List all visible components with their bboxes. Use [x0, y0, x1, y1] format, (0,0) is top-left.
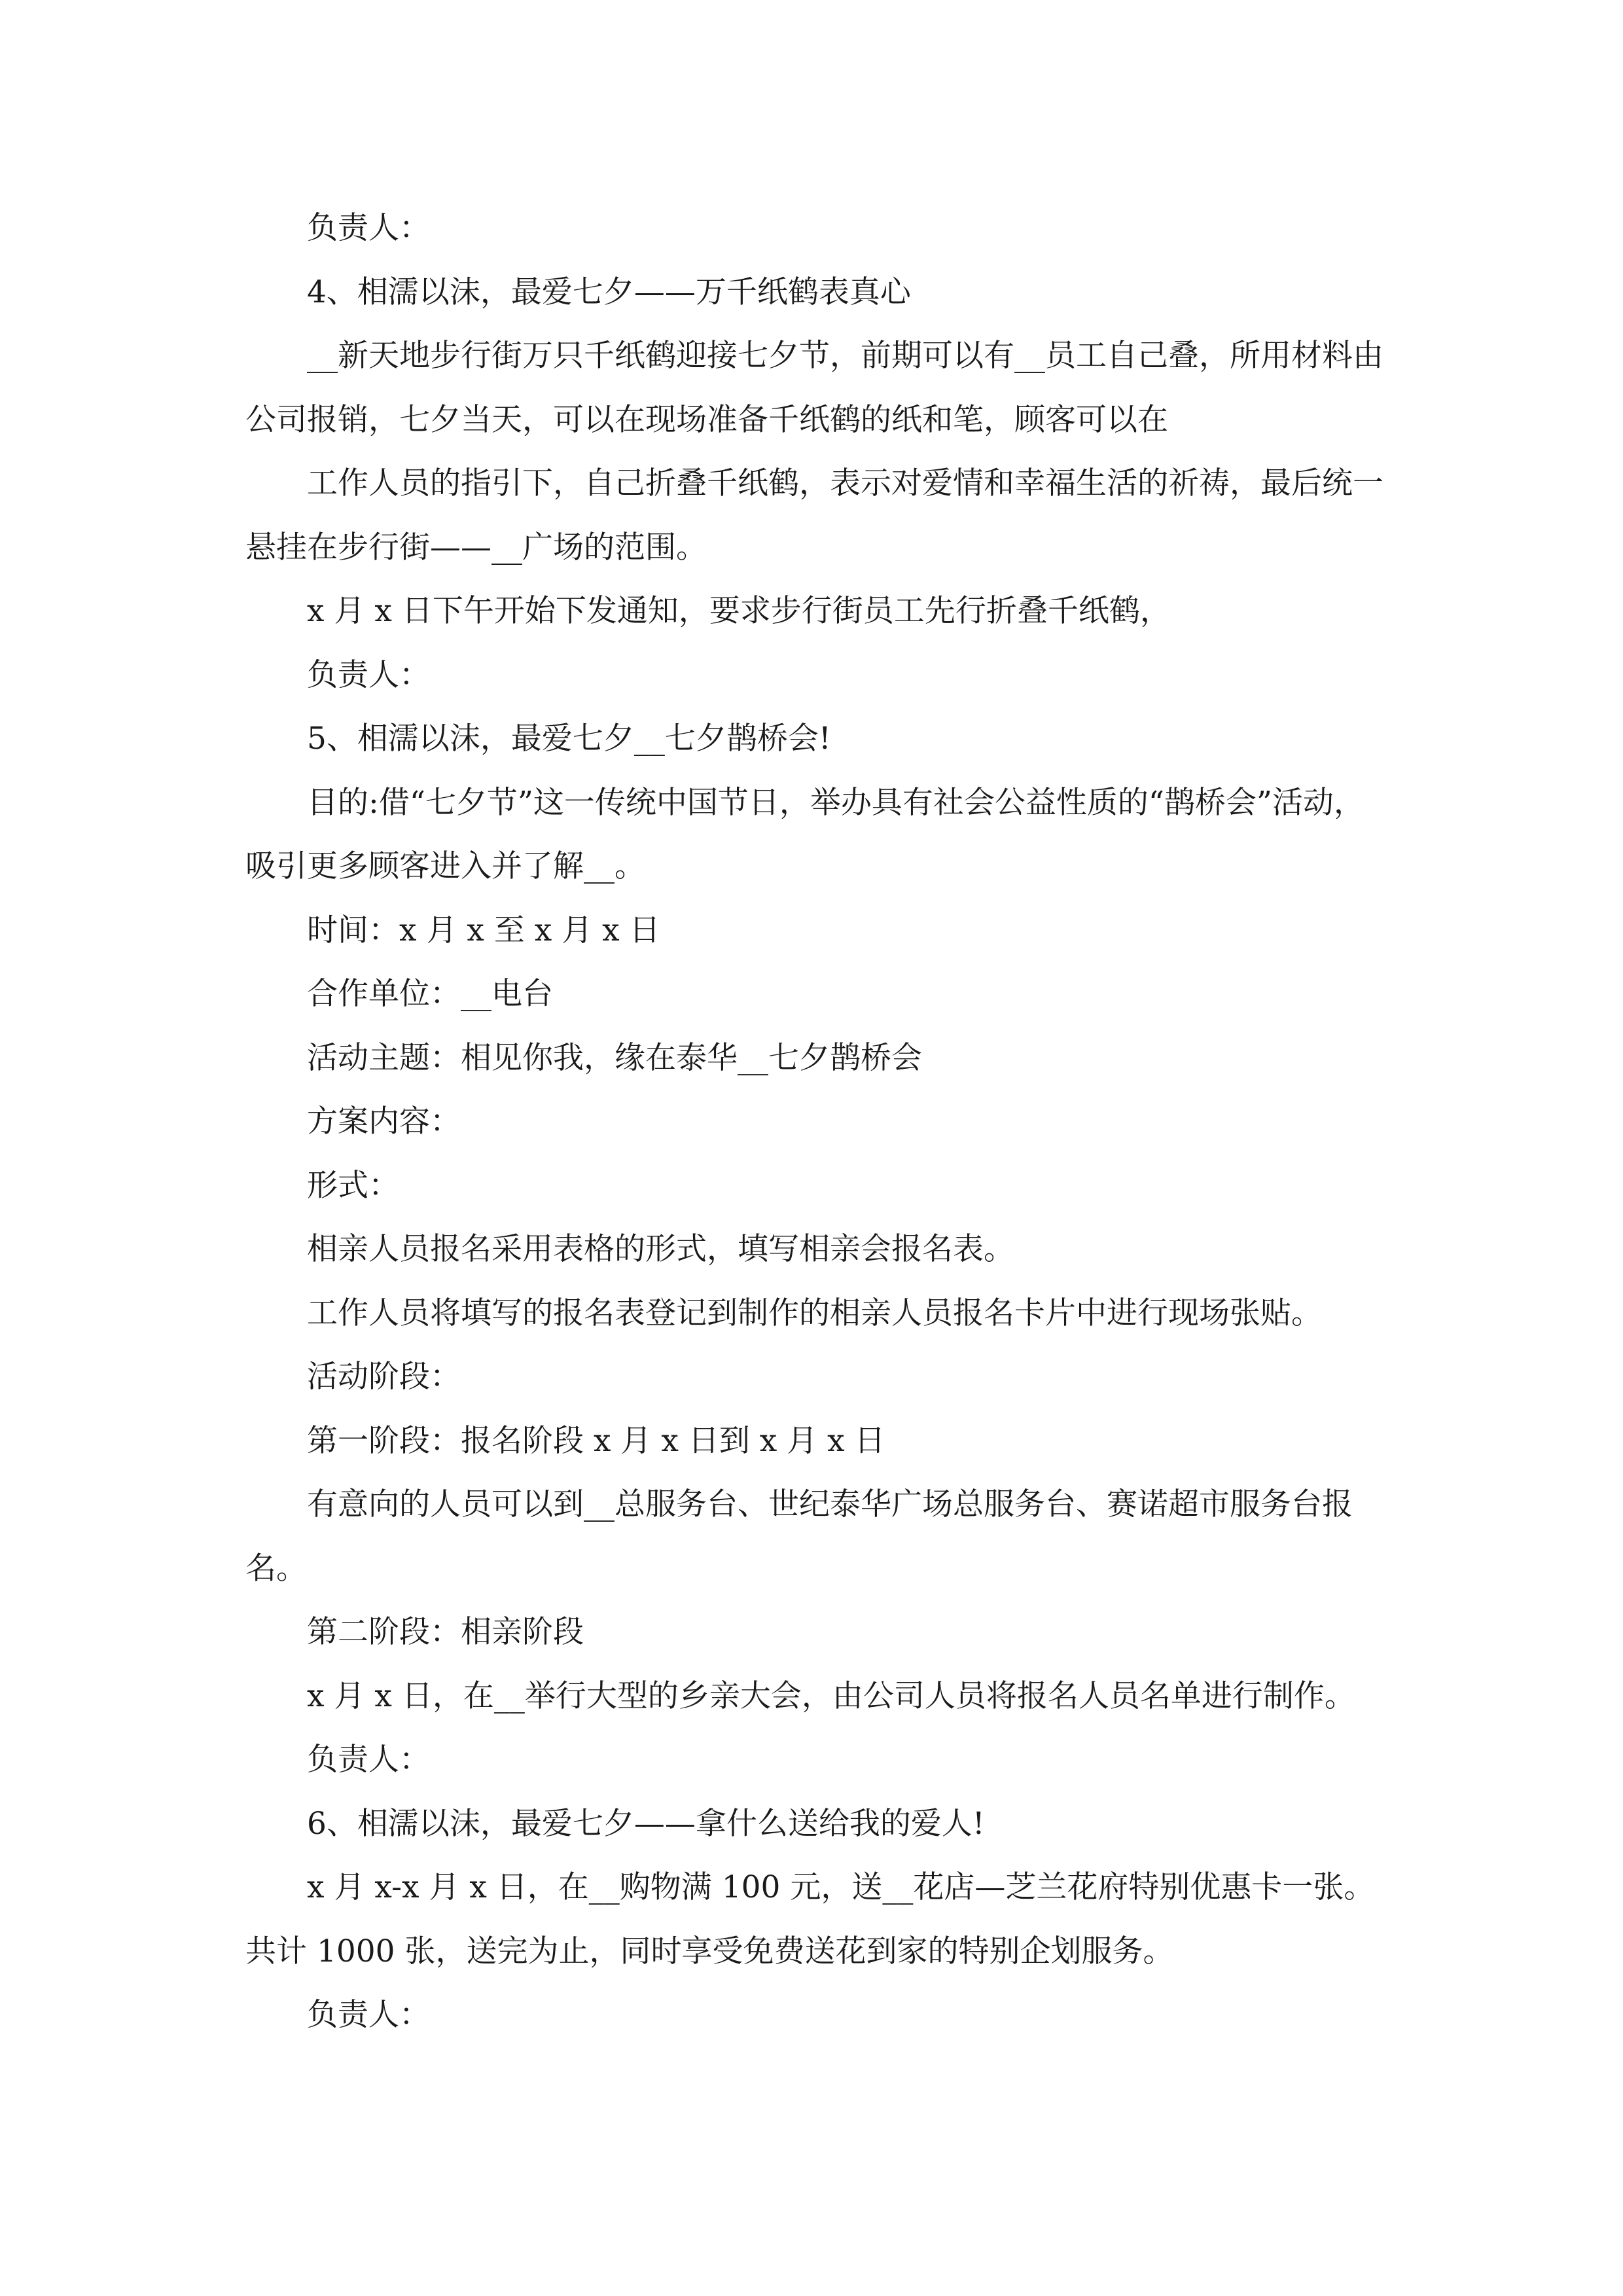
- paragraph-section-4-title: 4、相濡以沫，最爱七夕——万千纸鹤表真心: [307, 274, 911, 310]
- paragraph-section-5-theme: 活动主题：相见你我，缘在泰华__七夕鹊桥会: [307, 1039, 922, 1076]
- paragraph-section-5-form: 形式：: [307, 1167, 399, 1204]
- paragraph-person-in-charge-4: 负责人：: [307, 1997, 430, 2033]
- paragraph-section-5-stage-2-body: x 月 x 日，在__举行大型的乡亲大会，由公司人员将报名人员名单进行制作。: [307, 1677, 1355, 1714]
- paragraph-section-5-time: 时间：x 月 x 至 x 月 x 日: [307, 912, 660, 948]
- paragraph-section-4-body-1: __新天地步行街万只千纸鹤迎接七夕节，前期可以有__员工自己叠，所用材料由公司报销，七夕当天，可以在现场准备千纸鹤的纸和笔，顾客可以在: [245, 338, 1383, 438]
- paragraph-section-6-body: x 月 x-x 月 x 日，在__购物满 100 元，送__花店—芝兰花府特别优惠卡一张。共计 1000 张，送完为止，同时享受免费送花到家的特别企划服务。: [245, 1869, 1375, 1969]
- paragraph-section-5-stage-2: 第二阶段：相亲阶段: [307, 1614, 584, 1650]
- paragraph-section-4-notice: x 月 x 日下午开始下发通知，要求步行街员工先行折叠千纸鹤，: [307, 593, 1171, 629]
- paragraph-section-5-title: 5、相濡以沫，最爱七夕__七夕鹊桥会!: [307, 721, 831, 757]
- paragraph-section-5-form-1: 相亲人员报名采用表格的形式，填写相亲会报名表。: [307, 1231, 1014, 1267]
- paragraph-section-5-stage-1: 第一阶段：报名阶段 x 月 x 日到 x 月 x 日: [307, 1422, 885, 1459]
- paragraph-section-5-plan: 方案内容：: [307, 1103, 461, 1139]
- paragraph-section-5-stage-1-body: 有意向的人员可以到__总服务台、世纪泰华广场总服务台、赛诺超市服务台报名。: [245, 1486, 1353, 1587]
- paragraph-person-in-charge-2: 负责人：: [307, 656, 430, 693]
- paragraph-section-6-title: 6、相濡以沫，最爱七夕——拿什么送给我的爱人!: [307, 1805, 985, 1842]
- paragraph-section-5-stages: 活动阶段：: [307, 1359, 461, 1395]
- paragraph-section-4-body-2: 工作人员的指引下，自己折叠千纸鹤，表示对爱情和幸福生活的祈祷，最后统一悬挂在步行街——__广场的范围。: [245, 465, 1383, 565]
- paragraph-section-5-partner: 合作单位：__电台: [307, 976, 553, 1012]
- document-body: [245, 196, 1384, 2047]
- paragraph-person-in-charge-1: 负责人：: [307, 210, 430, 246]
- paragraph-person-in-charge-3: 负责人：: [307, 1742, 430, 1778]
- paragraph-section-5-purpose: 目的:借“七夕节”这一传统中国节日，举办具有社会公益性质的“鹊桥会”活动，吸引更多顾客进入并了解__。: [245, 784, 1364, 884]
- paragraph-section-5-form-2: 工作人员将填写的报名表登记到制作的相亲人员报名卡片中进行现场张贴。: [307, 1295, 1322, 1331]
